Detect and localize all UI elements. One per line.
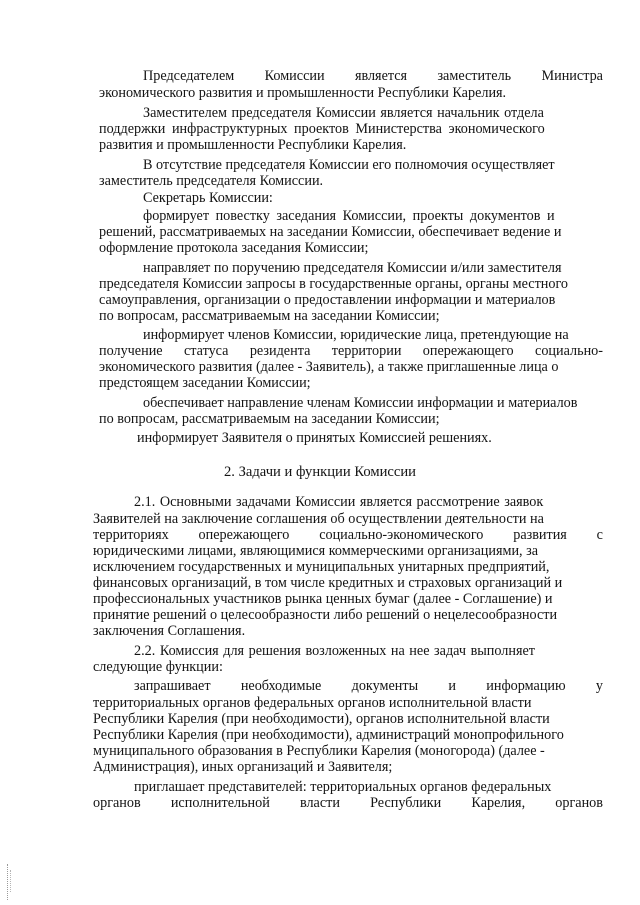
text-line: Заявителей на заключение соглашения об осуществлении деятельности на [93, 511, 544, 527]
word: территории [331, 343, 402, 359]
text-line: Республики Карелия (при необходимости), органов исполнительной власти [93, 711, 550, 727]
word: Карелия, [471, 795, 526, 811]
word: документы [351, 678, 419, 694]
word: опережающего [422, 343, 514, 359]
section-heading: 2. Задачи и функции Комиссии [224, 464, 416, 480]
word: власти [299, 795, 340, 811]
text-line: приглашает представителей: территориальных органов федеральных [134, 779, 552, 795]
word: органов [555, 795, 603, 811]
word: резидента [249, 343, 311, 359]
word: социально- [535, 343, 603, 359]
text-line: исключением государственных и муниципальных унитарных предприятий, [93, 559, 550, 575]
text-line: Заместителем председателя Комиссии является начальник отдела [143, 105, 544, 121]
word: статуса [183, 343, 229, 359]
word: у [595, 678, 603, 694]
text-line: развития и промышленности Республики Карелия. [99, 137, 407, 153]
text-line: заключения Соглашения. [93, 623, 246, 639]
text-line: экономического развития и промышленности Республики Карелия. [99, 85, 507, 101]
text-line: председателя Комиссии запросы в государственные органы, органы местного [99, 276, 569, 292]
scan-margin-marks [7, 864, 20, 900]
word: необходимые [240, 678, 322, 694]
text-line [93, 527, 603, 543]
text-line: самоуправления, организации о предоставлении информации и материалов [99, 292, 556, 308]
text-line: по вопросам, рассматриваемым на заседании Комиссии; [99, 308, 440, 324]
word: Председателем [143, 68, 235, 84]
word: органов [93, 795, 141, 811]
text-line: по вопросам, рассматриваемым на заседании Комиссии; [99, 411, 440, 427]
text-line: Администрация), иных организаций и Заявителя; [93, 759, 393, 775]
word: территориях [93, 527, 169, 543]
text-line: следующие функции: [93, 659, 223, 675]
text-line: оформление протокола заседания Комиссии; [99, 240, 369, 256]
word: опережающего [198, 527, 290, 543]
text-line [134, 678, 603, 694]
word: Республики [370, 795, 442, 811]
word: социально-экономического [319, 527, 484, 543]
word: с [596, 527, 603, 543]
text-line: предстоящем заседании Комиссии; [99, 375, 311, 391]
text-line [93, 795, 603, 811]
word: исполнительной [170, 795, 270, 811]
text-line: Секретарь Комиссии: [143, 190, 273, 206]
word: развития [513, 527, 567, 543]
text-line: профессиональных участников рынка ценных бумаг (далее - Соглашение) и [93, 591, 553, 607]
text-line: заместитель председателя Комиссии. [99, 173, 324, 189]
word: Министра [541, 68, 603, 84]
text-line: формирует повестку заседания Комиссии, проекты документов и [143, 208, 555, 224]
text-line: решений, рассматриваемых на заседании Комиссии, обеспечивает ведение и [99, 224, 562, 240]
word: является [354, 68, 408, 84]
word: информацию [486, 678, 566, 694]
text-line: юридическими лицами, являющимися коммерческими организациями, за [93, 543, 539, 559]
word: получение [99, 343, 163, 359]
text-line: 2.2. Комиссия для решения возложенных на нее задач выполняет [134, 643, 535, 659]
text-line: финансовых организаций, в том числе кредитных и страховых организаций и [93, 575, 563, 591]
word: и [448, 678, 457, 694]
text-line [99, 343, 603, 359]
text-line: информирует Заявителя о принятых Комиссией решениях. [137, 430, 492, 446]
text-line: экономического развития (далее - Заявитель), а также приглашенные лица о [99, 359, 559, 375]
text-line: В отсутствие председателя Комиссии его полномочия осуществляет [143, 157, 555, 173]
text-line: муниципального образования в Республики Карелия (моногорода) (далее - [93, 743, 545, 759]
text-line: территориальных органов федеральных органов исполнительной власти [93, 695, 532, 711]
text-line: поддержки инфраструктурных проектов Министерства экономического [99, 121, 545, 137]
word: Комиссии [264, 68, 325, 84]
text-line: 2.1. Основными задачами Комиссии является рассмотрение заявок [134, 494, 544, 510]
text-line: информирует членов Комиссии, юридические лица, претендующие на [143, 327, 569, 343]
text-line: направляет по поручению председателя Комиссии и/или заместителя [143, 260, 562, 276]
text-line: принятие решений о целесообразности либо решений о нецелесообразности [93, 607, 558, 623]
text-line: обеспечивает направление членам Комиссии информации и материалов [143, 395, 578, 411]
word: заместитель [437, 68, 512, 84]
text-line [143, 68, 603, 84]
word: запрашивает [134, 678, 211, 694]
text-line: Республики Карелия (при необходимости), администраций монопрофильного [93, 727, 564, 743]
